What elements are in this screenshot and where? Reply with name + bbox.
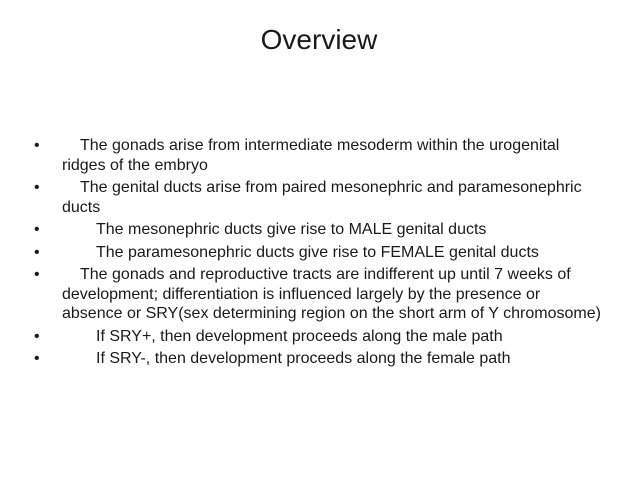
bullet-text: If SRY-, then development proceeds along the female path xyxy=(96,350,511,367)
bullet-marker: • xyxy=(34,350,40,367)
bullet-marker: • xyxy=(34,221,40,238)
bullet-text: The mesonephric ducts give rise to MALE genital ducts xyxy=(96,221,487,238)
bullet-text: The gonads and reproductive tracts are indifferent up until 7 weeks of development; differentiation is influenced largely by the presence or absence or SRY(sex determining region on the short arm of Y chromosome) xyxy=(62,266,601,322)
bullet-item xyxy=(34,178,604,217)
slide-title: Overview xyxy=(260,24,378,55)
bullet-marker: • xyxy=(34,327,40,345)
bullet-text: The gonads arise from intermediate mesoderm within the urogenital ridges of the embryo xyxy=(62,137,560,174)
bullet-item xyxy=(34,265,604,324)
bullet-item xyxy=(34,220,604,240)
bullet-text: The genital ducts arise from paired mesonephric and paramesonephric ducts xyxy=(62,179,582,216)
bullet-item xyxy=(34,136,604,175)
bullet-marker: • xyxy=(34,137,40,154)
bullet-item xyxy=(34,349,604,369)
bullet-marker: • xyxy=(34,179,40,196)
bullet-text: The paramesonephric ducts give rise to FEMALE genital ducts xyxy=(96,243,539,261)
bullet-marker: • xyxy=(34,266,40,283)
bullet-text: If SRY+, then development proceeds along the male path xyxy=(96,327,503,345)
bullet-list xyxy=(34,136,604,372)
bullet-item xyxy=(34,327,604,347)
bullet-item xyxy=(34,243,604,263)
bullet-marker: • xyxy=(34,243,40,261)
